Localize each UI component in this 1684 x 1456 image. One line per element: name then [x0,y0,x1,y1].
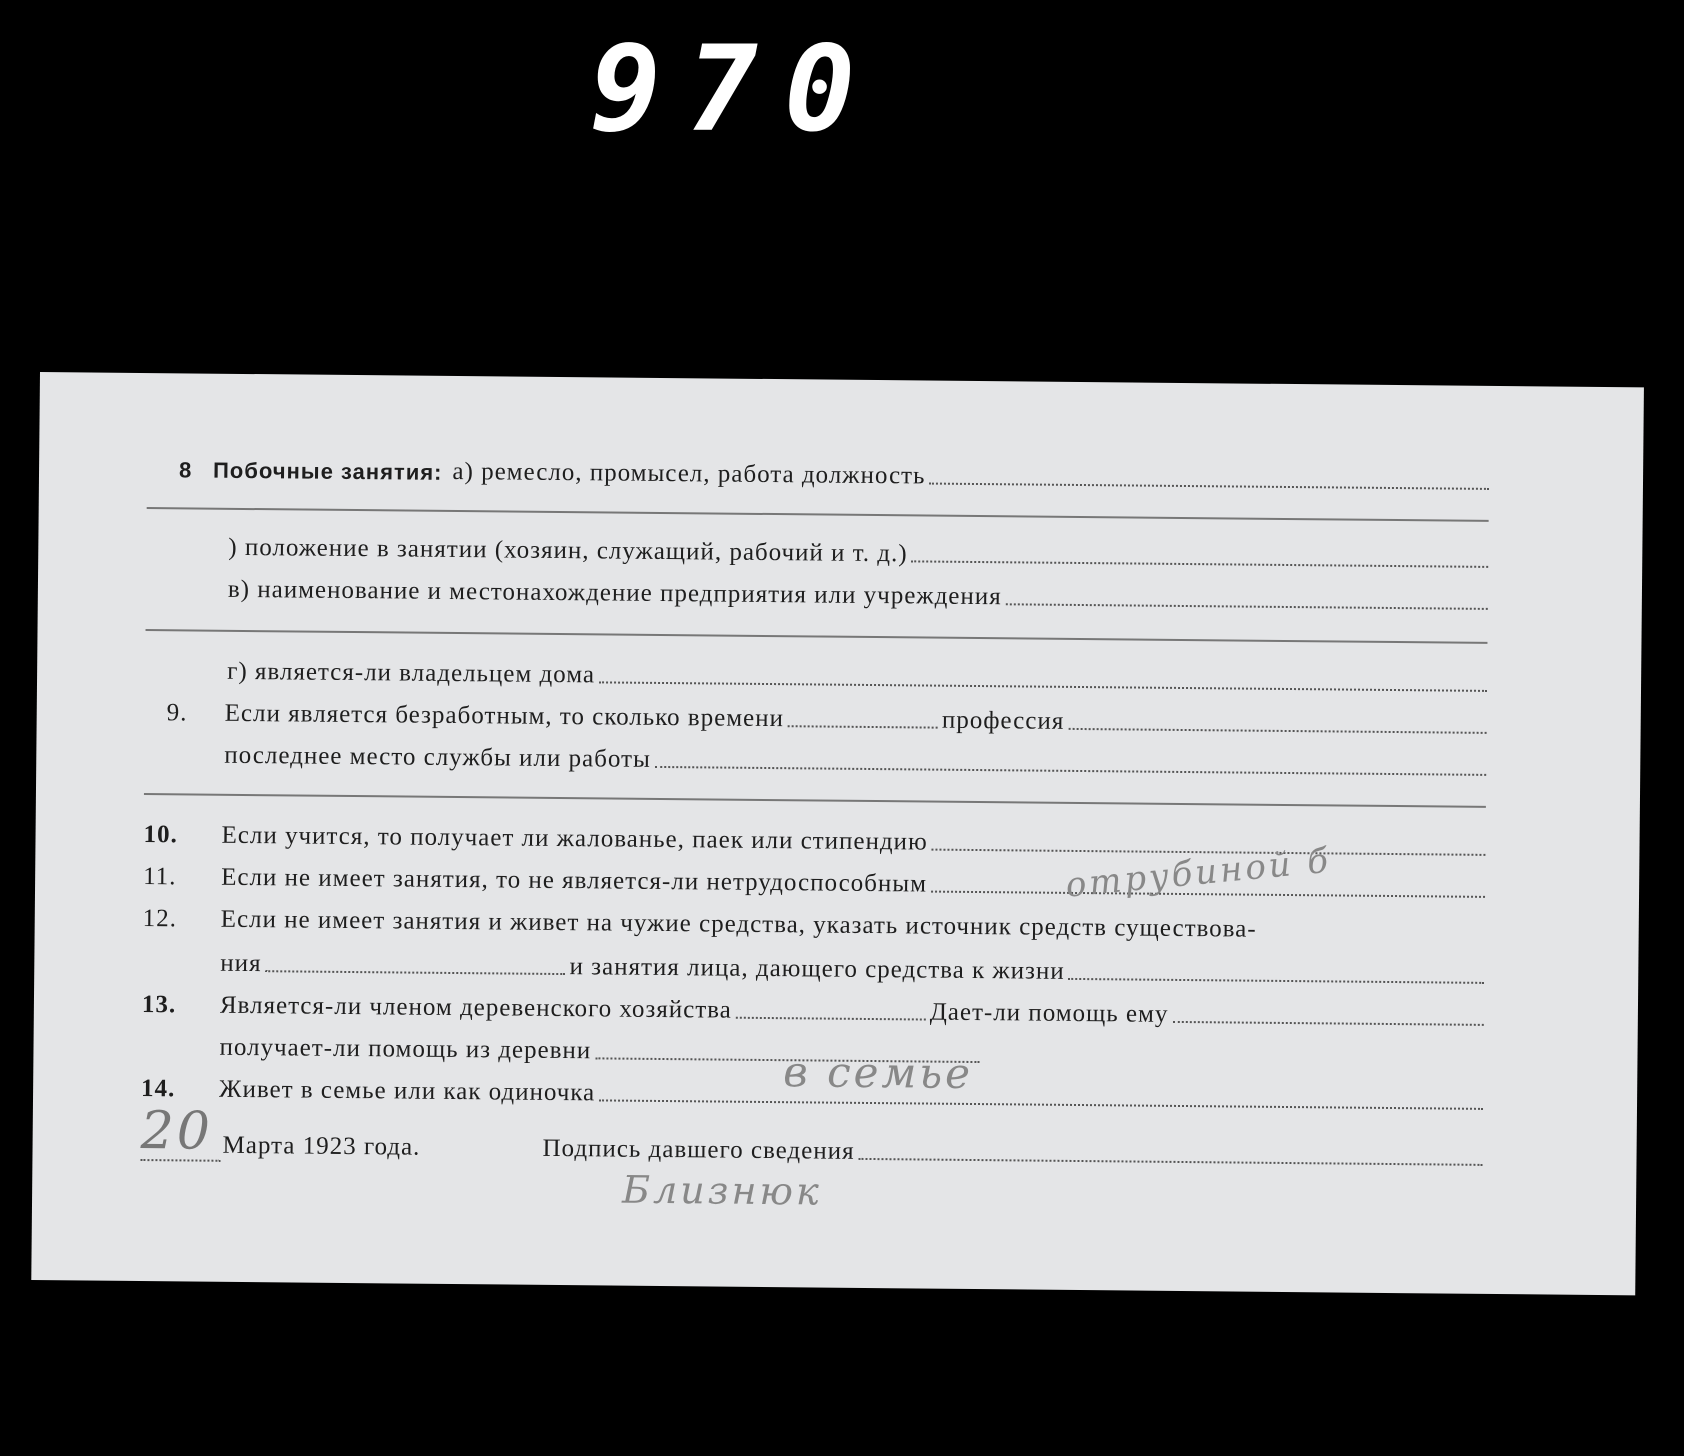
q9-text: Если является безработным, то сколько времени [224,699,785,733]
q9-number: 9. [166,699,188,727]
q12-source-field[interactable] [266,968,566,975]
q13-help-field[interactable] [1172,1019,1483,1026]
q13-member-field[interactable] [736,1015,926,1021]
q9-duration-field[interactable] [788,723,938,728]
q14-field[interactable] [599,1097,1483,1109]
footer-signature-line [542,1135,1482,1172]
q8-d-text: г) является-ли владельцем дома [227,657,596,689]
q8-a-continuation-rule [147,507,1489,522]
q11-text: Если не имеет занятия, то не является-ли нетрудоспособным [221,863,928,898]
q13-text: Является-ли членом деревенского хозяйства [219,991,732,1024]
q8-a-field[interactable] [929,481,1489,490]
q9-profession-field[interactable] [1068,726,1486,734]
signature-field[interactable] [858,1156,1482,1166]
q8-c-continuation-rule [146,629,1488,644]
q9-line-1 [167,699,1487,740]
q11-number: 11. [143,863,177,891]
q8-c-text: в) наименование и местонахождение предприятия или учреждения [227,575,1002,611]
signature-label: Подпись давшего сведения [542,1134,855,1165]
date-text: Марта 1923 года. [222,1131,421,1161]
frame-number: 970 [590,20,882,158]
q14-text: Живет в семье или как одиночка [218,1075,596,1107]
q12-number: 12. [142,905,178,933]
q8-b-text: ) положение в занятии (хозяин, служащий, рабочий и т. д.) [228,533,908,568]
q13-number: 13. [141,991,177,1019]
q8-line-a [179,455,1489,496]
q14-handwritten-answer: в семье [783,1047,974,1098]
census-card [31,372,1644,1295]
q8-line-b [228,534,1488,574]
q10-text: Если учится, то получает ли жалованье, паек или стипендию [221,821,928,856]
date-day-field[interactable] [140,1159,220,1162]
q12-provider-text: и занятия лица, дающего средства к жизни [569,953,1065,985]
q9-last-place-field[interactable] [655,764,1486,776]
q12-text-cont: ния [220,949,262,978]
q8-line-d [227,658,1487,698]
q8-b-field[interactable] [912,558,1489,568]
q8-a-text: а) ремесло, промысел, работа должность [452,457,926,490]
q9-profession-label: профессия [941,706,1065,735]
q12-line-1 [143,905,1485,946]
q8-line-c [228,576,1488,616]
signature-handwritten: Близнюк [621,1167,822,1214]
q13-help-label: Дает-ли помощь ему [929,998,1169,1028]
q14-number: 14. [140,1075,176,1103]
q8-d-field[interactable] [599,679,1487,692]
q11-handwritten-answer: отрубиной б [1063,840,1333,906]
footer-date [222,1132,420,1162]
q10-number: 10. [143,821,178,849]
q8-number: 8 [178,457,193,483]
q12-line-2 [220,950,1484,990]
q9-line-2 [224,742,1486,782]
q8-c-field[interactable] [1006,601,1488,610]
q8-label: Побочные занятия: [212,457,443,485]
q9-last-place-text: последнее место службы или работы [224,741,651,773]
q13-line-1 [142,991,1484,1032]
q13-receives-text: получает-ли помощь из деревни [219,1033,592,1065]
q12-text: Если не имеет занятия и живет на чужие средства, указать источник средств существова- [220,905,1257,943]
q9-continuation-rule [144,793,1486,808]
date-day-handwritten: 20 [140,1101,214,1162]
q12-provider-field[interactable] [1069,976,1485,984]
